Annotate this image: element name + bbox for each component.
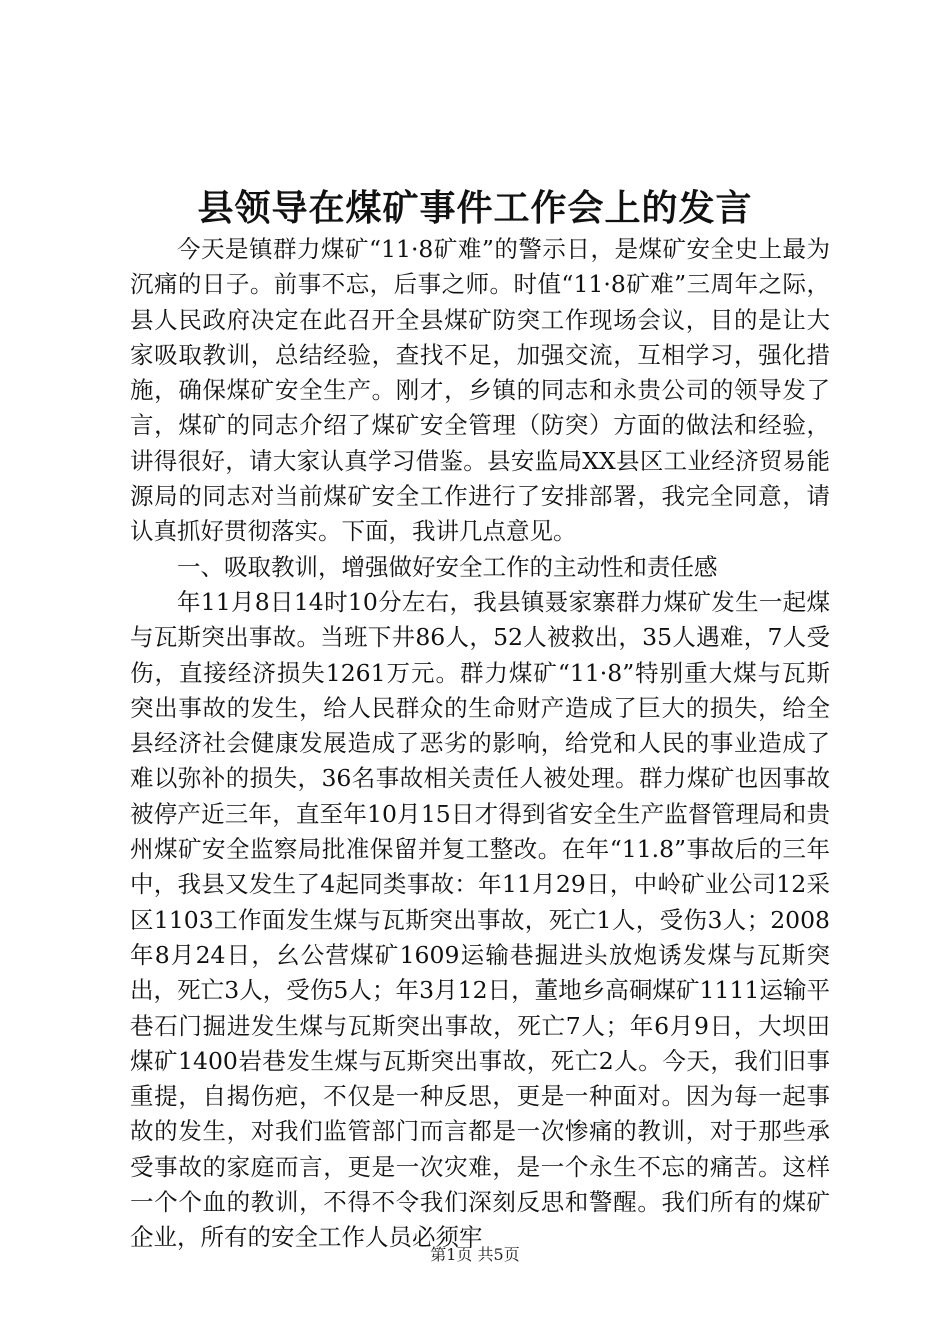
section-heading: 一、吸取教训，增强做好安全工作的主动性和责任感 bbox=[177, 552, 718, 581]
document-body bbox=[130, 232, 830, 1256]
paragraph-intro: 今天是镇群力煤矿“11·8矿难”的警示日，是煤矿安全史上最为沉痛的日子。前事不忘，后事之师。时值“11·8矿难”三周年之际，县人民政府决定在此召开全县煤矿防突工作现场会议，目的是让大家吸取教训，总结经验，查找不足，加强交流，互相学习，强化措施，确保煤矿安全生产。刚才，乡镇的同志和永贵公司的领导发了言，煤矿的同志介绍了煤矿安全管理（防突）方面的做法和经验，讲得很好，请大家认真学习借鉴。县安监局XX县区工业经济贸易能源局的同志对当前煤矿安全工作进行了安排部署，我完全同意，请认真抓好贯彻落实。下面，我讲几点意见。 bbox=[130, 235, 830, 546]
page-number-footer: 第1页 共5页 bbox=[430, 1245, 520, 1264]
paragraph-incident: 年11月8日14时10分左右，我县镇聂家寨群力煤矿发生一起煤与瓦斯突出事故。当班下井86人，52人被救出，35人遇难，7人受伤，直接经济损失1261万元。群力煤矿“11·8”特别重大煤与瓦斯突出事故的发生，给人民群众的生命财产造成了巨大的损失，给全县经济社会健康发展造成了恶劣的影响，给党和人民的事业造成了难以弥补的损失，36名事故相关责任人被处理。群力煤矿也因事故被停产近三年，直至年10月15日才得到省安全生产监督管理局和贵州煤矿安全监察局批准保留并复工整改。在年“11.8”事故后的三年中，我县又发生了4起同类事故：年11月29日，中岭矿业公司12采区1103工作面发生煤与瓦斯突出事故，死亡1人，受伤3人；2008年8月24日，幺公营煤矿1609运输巷掘进头放炮诱发煤与瓦斯突出，死亡3人，受伤5人；年3月12日，董地乡高硐煤矿1111运输平巷石门掘进发生煤与瓦斯突出事故，死亡7人；年6月9日，大坝田煤矿1400岩巷发生煤与瓦斯突出事故，死亡2人。今天，我们旧事重提，自揭伤疤，不仅是一种反思，更是一种面对。因为每一起事故的发生，对我们监管部门而言都是一次惨痛的教训，对于那些承受事故的家庭而言，更是一次灾难，是一个永生不忘的痛苦。这样一个个血的教训，不得不令我们深刻反思和警醒。我们所有的煤矿企业，所有的安全工作人员必须牢 bbox=[130, 587, 830, 1252]
page-title: 县领导在煤矿事件工作会上的发言 bbox=[197, 187, 753, 229]
